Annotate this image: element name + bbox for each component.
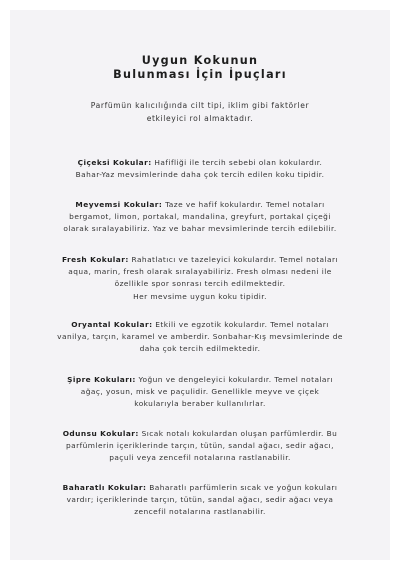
section-text: olarak sıralayabiliriz. Yaz ve bahar mevsimlerinde tercih edilebilir. [63,224,337,234]
section-label: Çiçeksi Kokular: [77,158,152,167]
section-text: Baharatlı parfümlerin sıcak ve yoğun kokuları [146,483,338,492]
section-text: Hafifliği ile tercih sebebi olan kokulardır. [151,158,323,167]
section-text: Sıcak notalı kokulardan oluşan parfümlerdir. Bu [138,429,338,438]
page-title [10,54,390,82]
section-label: Oryantal Kokular: [71,320,153,329]
section-label: Meyvemsi Kokular: [75,200,163,209]
section-chypre [18,374,382,411]
section-oriental [18,319,382,356]
section-label: Fresh Kokular: [61,255,129,264]
section-text: zencefil notalarına rastlanabilir. [134,507,266,517]
section-text: Bahar-Yaz mevsimlerinde daha çok tercih edilen koku tipidir. [75,170,325,180]
section-text: Rahatlatıcı ve tazeleyici kokulardır. Temel notaları [128,255,338,264]
section-text: vardır; içeriklerinde tarçın, tütün, sandal ağacı, sedir ağacı veya [66,495,334,505]
info-card [10,10,390,560]
section-text: paçuli veya zencefil notalarına rastlanabilir. [109,453,291,463]
section-text: kokularıyla beraber kullanılırlar. [134,399,266,409]
section-text: Taze ve hafif kokulardır. Temel notaları [162,200,325,209]
intro-line-2: etkileyici rol almaktadır. [146,113,254,123]
intro-line-1: Parfümün kalıcılığında cilt tipi, iklim gibi faktörler [90,101,310,110]
section-label: Şipre Kokuları: [67,375,136,384]
section-label: Baharatlı Kokular: [62,483,147,492]
title-line-1: Uygun Kokunun [141,54,259,67]
section-text: parfümlerin içeriklerinde tarçın, tütün, sandal ağacı, sedir ağacı, [66,441,334,451]
section-text: Etkili ve egzotik kokulardır. Temel notaları [152,320,329,329]
section-text: aqua, marin, fresh olarak sıralayabiliriz. Fresh olması nedeni ile [68,267,332,277]
section-fruity [18,199,382,236]
section-text: Her mevsime uygun koku tipidir. [133,291,267,301]
section-text: vanilya, tarçın, karamel ve amberdir. Sonbahar-Kış mevsimlerinde de [57,332,343,342]
section-text: özellikle spor sonrası tercih edilmektedir. [114,279,286,289]
section-label: Odunsu Kokular: [62,429,139,438]
section-text: Yoğun ve dengeleyici kokulardır. Temel notaları [135,375,333,384]
intro-paragraph [40,100,360,125]
section-floral [18,157,382,181]
section-text: bergamot, limon, portakal, mandalina, greyfurt, portakal çiçeği [69,212,331,222]
section-text: daha çok tercih edilmektedir. [139,344,261,354]
title-line-2: Bulunması İçin İpuçları [113,68,287,81]
section-text: ağaç, yosun, misk ve paçulidir. Genellikle meyve ve çiçek [80,387,320,397]
section-fresh [18,254,382,303]
section-spicy [18,482,382,519]
section-woody [18,428,382,465]
